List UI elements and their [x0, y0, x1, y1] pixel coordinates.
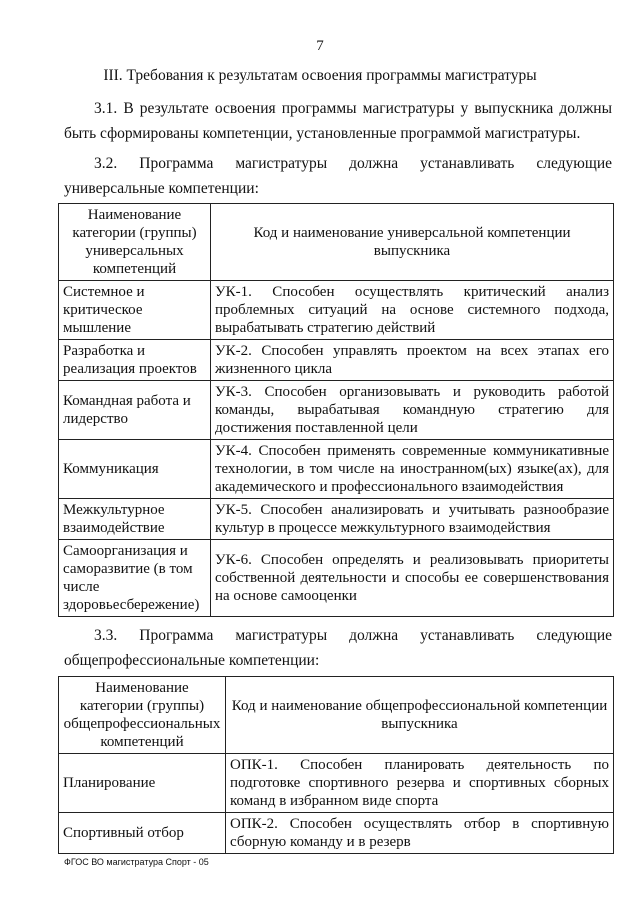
- table-row: [59, 340, 614, 381]
- header-category: Наименование категории (группы) общепрофессиональных компетенций: [59, 677, 226, 754]
- general-professional-competencies-table: [58, 676, 614, 854]
- row-description: ОПК-1. Способен планировать деятельность по подготовке спортивного резерва и спортивных сборных команд в избранном виде спорта: [226, 754, 614, 813]
- page-number: 7: [316, 38, 324, 54]
- table-row: [59, 440, 614, 499]
- row-description: УК-6. Способен определять и реализовывать приоритеты собственной деятельности и способы ее совершенствования на основе самооценки: [211, 540, 614, 617]
- universal-competencies-table: [58, 203, 614, 617]
- table-row: [59, 540, 614, 617]
- row-category: Самоорганизация и саморазвитие (в том числе здоровьесбережение): [59, 540, 211, 617]
- row-category: Системное и критическое мышление: [59, 281, 211, 340]
- footer: ФГОС ВО магистратура Спорт - 05: [64, 857, 209, 867]
- table-row: [59, 499, 614, 540]
- table-row: [59, 754, 614, 813]
- table-row: [59, 281, 614, 340]
- row-description: УК-3. Способен организовывать и руководить работой команды, вырабатывая командную стратегию для достижения поставленной цели: [211, 381, 614, 440]
- table-row: [59, 381, 614, 440]
- paragraph-3-2: 3.2. Программа магистратуры должна устанавливать следующие универсальные компетенции:: [64, 155, 612, 197]
- row-category: Коммуникация: [59, 440, 211, 499]
- table-header-row: [59, 677, 614, 754]
- row-category: Спортивный отбор: [59, 813, 226, 854]
- row-category: Разработка и реализация проектов: [59, 340, 211, 381]
- row-category: Планирование: [59, 754, 226, 813]
- row-description: УК-4. Способен применять современные коммуникативные технологии, в том числе на иностранном(ых) языке(ах), для академического и профессионального взаимодействия: [211, 440, 614, 499]
- paragraph-3-3-continued: общепрофессиональные компетенции:: [64, 652, 320, 669]
- paragraph-3-1: 3.1. В результате освоения программы магистратуры у выпускника должны быть сформированы компетенции, установленные программой магистратуры.: [64, 100, 612, 142]
- row-description: ОПК-2. Способен осуществлять отбор в спортивную сборную команду и в резерв: [226, 813, 614, 854]
- header-code: Код и наименование универсальной компетенции выпускника: [211, 204, 614, 281]
- paragraph-3-3: 3.3. Программа магистратуры должна устанавливать следующие: [94, 627, 612, 644]
- row-description: УК-5. Способен анализировать и учитывать разнообразие культур в процессе межкультурного взаимодействия: [211, 499, 614, 540]
- table-row: [59, 813, 614, 854]
- header-code: Код и наименование общепрофессиональной компетенции выпускника: [226, 677, 614, 754]
- row-category: Межкультурное взаимодействие: [59, 499, 211, 540]
- row-description: УК-2. Способен управлять проектом на всех этапах его жизненного цикла: [211, 340, 614, 381]
- row-category: Командная работа и лидерство: [59, 381, 211, 440]
- table-header-row: [59, 204, 614, 281]
- header-category: Наименование категории (группы) универсальных компетенций: [59, 204, 211, 281]
- row-description: УК-1. Способен осуществлять критический анализ проблемных ситуаций на основе системного подхода, вырабатывать стратегию действий: [211, 281, 614, 340]
- section-heading: III. Требования к результатам освоения программы магистратуры: [103, 67, 537, 84]
